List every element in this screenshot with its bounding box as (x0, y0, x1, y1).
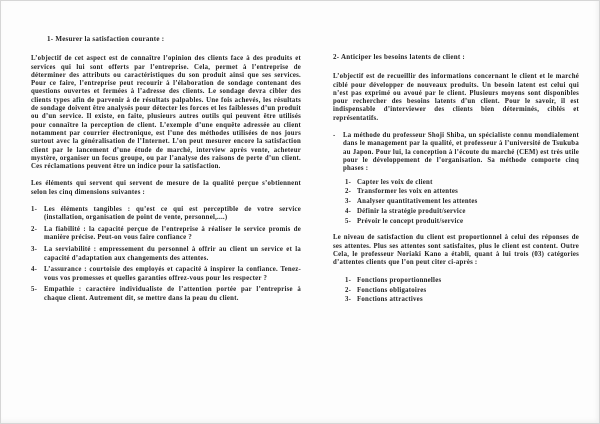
list-item (345, 198, 579, 206)
item-number: 3- (345, 198, 352, 206)
list-item (31, 226, 301, 243)
item-text: Transformer les voix en attentes (357, 188, 458, 196)
item-number: 3- (31, 246, 38, 254)
section2-paragraph: L’objectif est de recueillir des informations concernant le client et le marché ciblé pour développer de nouveaux produits. Un besoin latent est celui qui n’est pas exprimé ou avoué par le client. Plusieurs moyens sont disponibles pour rechercher des besoins latents d’un client. Pour le savoir, il est indispensable d’interviewer des clients bien déterminés, ciblés et représentatifs. (333, 73, 579, 122)
categories-list (345, 277, 579, 305)
item-number: 1- (345, 276, 352, 284)
item-text: L’assurance : courtoisie des employés et capacité à inspirer la confiance. Tenez-vous vos promesses et quelles garanties offrez-vous pour les respecter ? (44, 266, 301, 282)
kano-paragraph: Le niveau de satisfaction du client est proportionnel à celui des réponses de ses attentes. Plus ses attentes sont satisfaites, plus le client est content. Outre Cela, le professeur Noriaki Kano a établi, quant à lui trois (03) catégories d’attentes clients que l’on peut citer ci-après : (333, 234, 579, 267)
list-item (345, 287, 579, 295)
item-number: 4- (345, 208, 352, 216)
section2-heading: 2- Anticiper les besoins latents de client : (333, 53, 466, 61)
item-text: Prévoir le concept produit/service (357, 218, 464, 226)
method-paragraph (333, 132, 579, 173)
left-column (31, 1, 301, 423)
item-text: Empathie : caractère individualiste de l’attention portée par l’entreprise à chaque client. Autrement dit, se mettre dans la peau du client. (44, 286, 301, 302)
item-text: Fonctions attractives (357, 296, 423, 304)
item-number: 1- (31, 206, 38, 214)
item-text: Fonctions obligatoires (357, 286, 427, 294)
item-number: 1- (345, 178, 352, 186)
list-item (345, 208, 579, 216)
item-text: Définir la stratégie produit/service (357, 208, 466, 216)
item-number: 2- (345, 286, 352, 294)
list-item (345, 277, 579, 285)
dash-bullet: - (333, 132, 336, 140)
item-text: La serviabilité : empressement du personnel à offrir au client un service et la capacité d’adaptation aux changements des attentes. (44, 246, 301, 262)
list-item (31, 206, 301, 223)
section1-heading: 1- Mesurer la satisfaction courante : (47, 35, 165, 43)
right-column (333, 1, 579, 423)
item-number: 3- (345, 296, 352, 304)
dimensions-intro: Les éléments qui servent qui servent de mesure de la qualité perçue s’obtiennent selon les cinq dimensions suivantes : (31, 180, 301, 196)
item-number: 5- (31, 286, 38, 294)
list-item (345, 188, 579, 196)
item-number: 5- (345, 218, 352, 226)
list-item (31, 246, 301, 263)
list-item (345, 296, 579, 304)
method-text: La méthode du professeur Shoji Shiba, un spécialiste connu mondialement dans le management par la qualité, et professeur à l’université de Tsukuba au Japon. Pour lui, la conception à l’écoute du marché (CEM) est très utile pour le développement de l’organisation. Sa méthode comporte cinq phases : (343, 132, 579, 173)
item-text: Les éléments tangibles : qu’est ce qui est perceptible de votre service (installation, organisation de point de vente, personnel,....) (44, 206, 301, 222)
item-number: 2- (345, 188, 352, 196)
phases-list (345, 179, 579, 227)
section1-paragraph: L’objectif de cet aspect est de connaître l’opinion des clients face à des produits et services qui lui sont offerts par l’entreprise. Cela, permet à l’entreprise de déterminer des attributs ou caractéristiques du son produit ainsi que ses services. Pour ce faire, l’entreprise peut recourir à l’élaboration de sondage contenant des questions ouvertes et fermées à l’adresse des clients. Le sondage devra cibler des clients types afin de parvenir à de résultats palpables. Une fois achevés, les résultats de sondage doivent être analysés pour détecter les forces et les faiblesses d’un produit ou d’un service. Il existe, en faite, plusieurs autres outils qui peuvent être utilisés pour connaître la perception de client. L’exemple d’une enquête adressée au client notamment par courrier électronique, est l’une des méthodes utilisées de nos jours surtout avec la généralisation de l’Internet. L’on peut mesurer encore la satisfaction client par le lancement d’une étude de marché, interview après vente, acheteur mystère, organiser un focus groupe, ou par l’analyse des raisons de perte d’un client. Ces réclamations peuvent être un indice pour la satisfaction. (31, 55, 301, 171)
list-item (345, 179, 579, 187)
item-text: Capter les voix de client (357, 178, 433, 186)
item-text: La fiabilité : la capacité perçue de l’entreprise à réaliser le service promis de manière précise. Peut-on vous faire confiance ? (44, 226, 301, 242)
list-item (345, 218, 579, 226)
list-item (31, 266, 301, 283)
item-number: 4- (31, 266, 38, 274)
list-item (31, 286, 301, 303)
item-text: Analyser quantitativement les attentes (357, 198, 478, 206)
item-number: 2- (31, 226, 38, 234)
item-text: Fonctions proportionnelles (357, 276, 442, 284)
